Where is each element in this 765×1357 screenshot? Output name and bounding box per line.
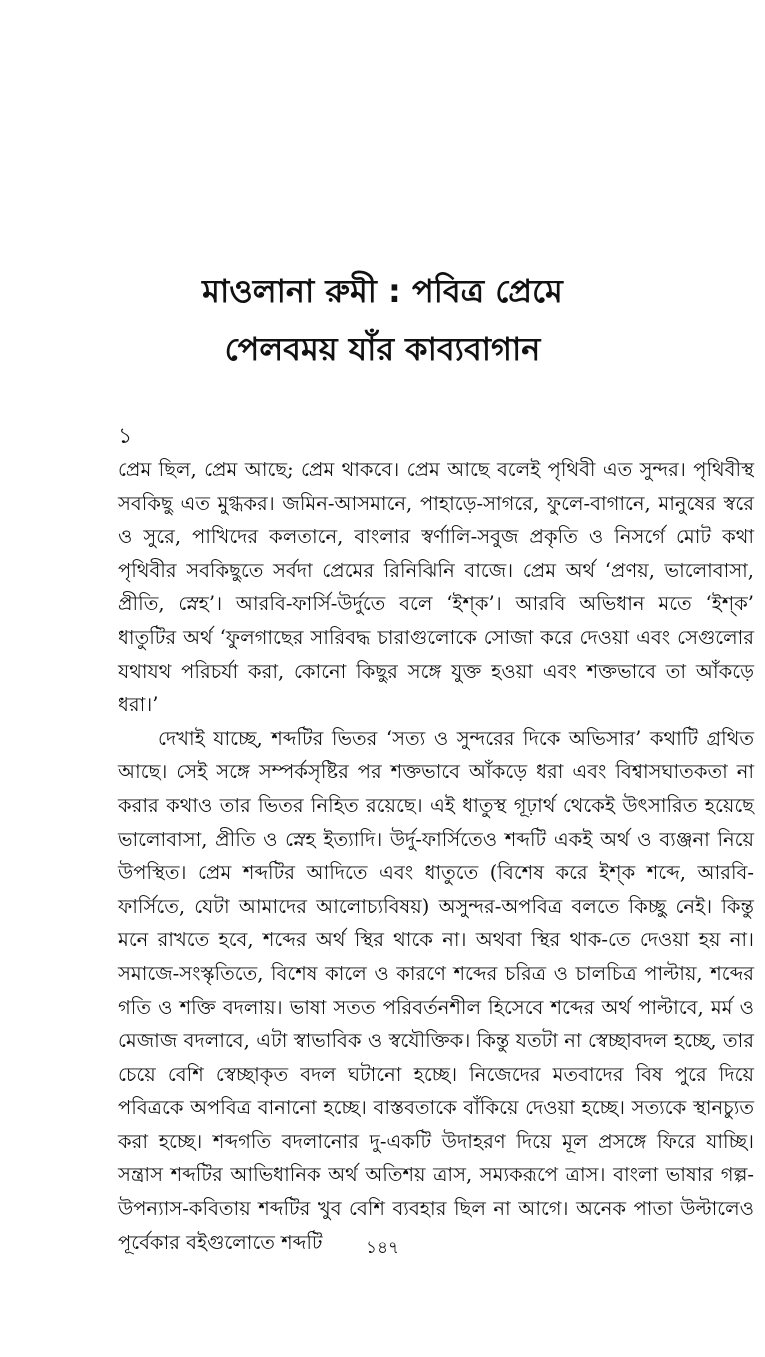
section-number: ১: [118, 424, 133, 449]
chapter-title: [0, 262, 765, 378]
paragraph-1: প্রেম ছিল, প্রেম আছে; প্রেম থাকবে। প্রেম আছে বলেই পৃথিবী এত সুন্দর। পৃথিবীস্থ সবকিছু এত মুগ্ধকর। জমিন-আসমানে, পাহাড়ে-সাগরে, ফুলে-বাগানে, মানুষের স্বরে ও সুরে, পাখিদের কলতানে, বাংলার স্বর্ণালি-সবুজ প্রকৃতি ও নিসর্গে মোট কথা পৃথিবীর সবকিছুতে সর্বদা প্রেমের রিনিঝিনি বাজে। প্রেম অর্থ ‘প্রণয়, ভালোবাসা, প্রীতি, স্নেহ’। আরবি-ফার্সি-উর্দুতে বলে ‘ইশ্‌ক’। আরবি অভিধান মতে ‘ইশ্‌ক’ ধাতুটির অর্থ ‘ফুলগাছের সারিবদ্ধ চারাগুলোকে সোজা করে দেওয়া এবং সেগুলোর যথাযথ পরিচর্যা করা, কোনো কিছুর সঙ্গে যুক্ত হওয়া এবং শক্তভাবে তা আঁকড়ে ধরা।’: [118, 458, 754, 717]
chapter-title-line-2: পেলবময় যাঁর কাব্যবাগান: [224, 330, 541, 368]
page-number: ১৪৭: [365, 1238, 400, 1258]
body-text: [118, 453, 754, 1259]
chapter-title-line-1: মাওলানা রুমী : পবিত্র প্রেমে: [202, 272, 563, 310]
paragraph-2: দেখাই যাচ্ছে, শব্দটির ভিতর ‘সত্য ও সুন্দরের দিকে অভিসার’ কথাটি গ্রথিত আছে। সেই সঙ্গে সম্পর্কসৃষ্টির পর শক্তভাবে আঁকড়ে ধরা এবং বিশ্বাসঘাতকতা না করার কথাও তার ভিতর নিহিত রয়েছে। এই ধাতুস্থ গূঢ়ার্থ থেকেই উৎসারিত হয়েছে ভালোবাসা, প্রীতি ও স্নেহ ইত্যাদি। উর্দু-ফার্সিতেও শব্দটি একই অর্থ ও ব্যঞ্জনা নিয়ে উপস্থিত। প্রেম শব্দটির আদিতে এবং ধাতুতে (বিশেষ করে ইশ্‌ক শব্দে, আরবি-ফার্সিতে, যেটা আমাদের আলোচ্যবিষয়) অসুন্দর-অপবিত্র বলতে কিচ্ছু নেই। কিন্তু মনে রাখতে হবে, শব্দের অর্থ স্থির থাকে না। অথবা স্থির থাক-তে দেওয়া হয় না। সমাজে-সংস্কৃতিতে, বিশেষ কালে ও কারণে শব্দের চরিত্র ও চালচিত্র পাল্টায়, শব্দের গতি ও শক্তি বদলায়। ভাষা সতত পরিবর্তনশীল হিসেবে শব্দের অর্থ পাল্টাবে, মর্ম ও মেজাজ বদলাবে, এটা স্বাভাবিক ও স্বযৌক্তিক। কিন্তু যতটা না স্বেচ্ছাবদল হচ্ছে, তার চেয়ে বেশি স্বেচ্ছাকৃত বদল ঘটানো হচ্ছে। নিজেদের মতবাদের বিষ পুরে দিয়ে পবিত্রকে অপবিত্র বানানো হচ্ছে। বাস্তবতাকে বাঁকিয়ে দেওয়া হচ্ছে। সত্যকে স্থানচ্যুত করা হচ্ছে। শব্দগতি বদলানোর দু-একটি উদাহরণ দিয়ে মূল প্রসঙ্গে ফিরে যাচ্ছি। সন্ত্রাস শব্দটির আভিধানিক অর্থ অতিশয় ত্রাস, সম্যকরূপে ত্রাস। বাংলা ভাষার গল্প-উপন্যাস-কবিতায় শব্দটির খুব বেশি ব্যবহার ছিল না আগে। অনেক পাতা উল্টালেও পূর্বেকার বইগুলোতে শব্দটি: [118, 726, 754, 1254]
